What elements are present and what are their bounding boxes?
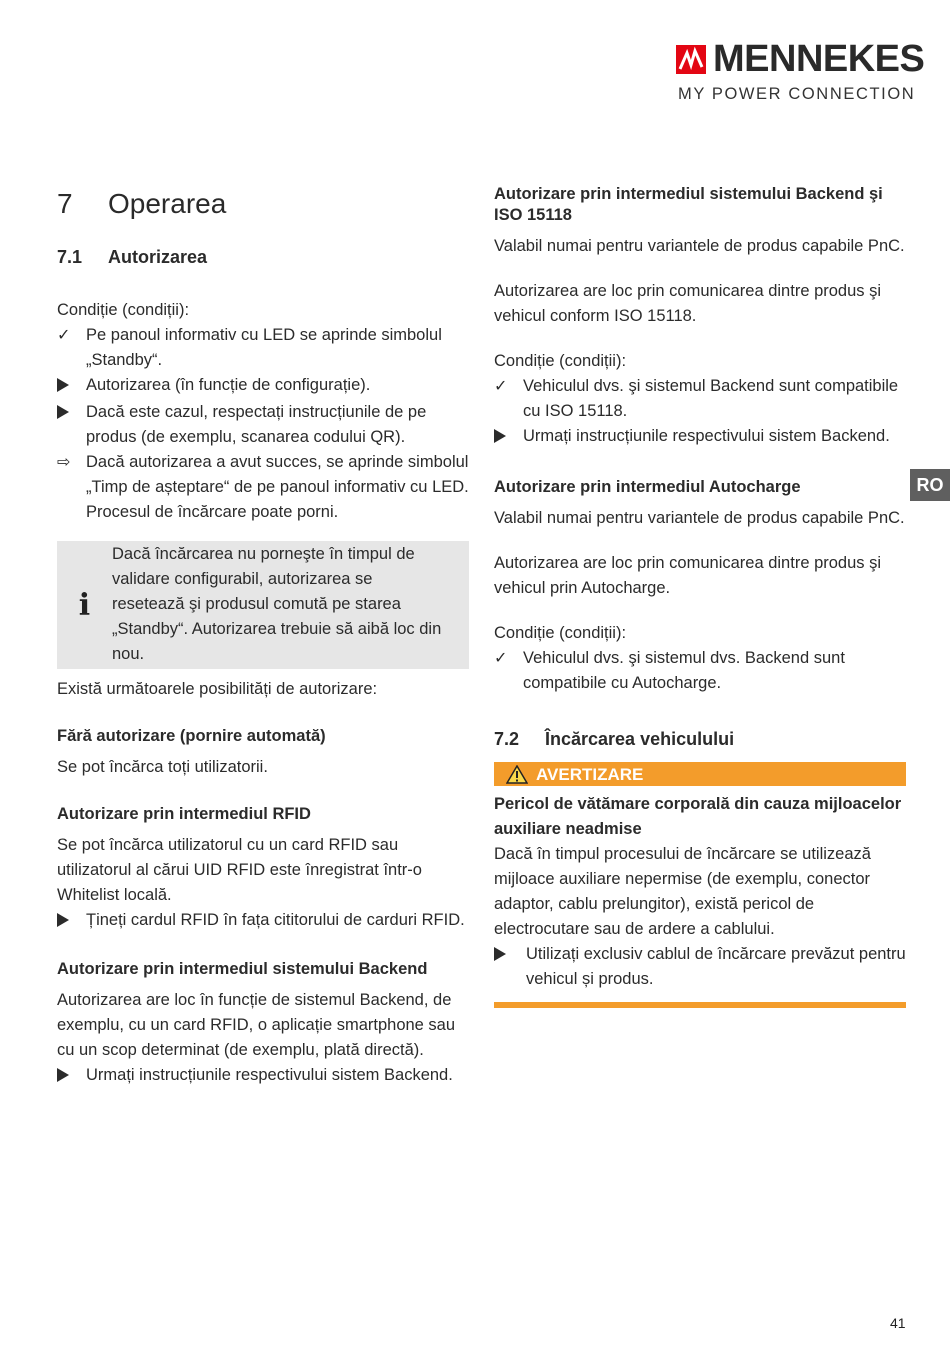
step-triangle-icon (57, 400, 86, 450)
step-triangle-icon (494, 942, 526, 992)
section-number: 7.2 (494, 729, 520, 749)
section-heading (57, 244, 469, 270)
autocharge-valid-text: Valabil numai pentru variantele de produs capabile PnC. (494, 509, 905, 527)
warning-triangle-icon (506, 765, 528, 784)
list-item (57, 373, 469, 400)
info-icon: i (78, 587, 91, 623)
right-column (494, 184, 906, 1008)
list-item (494, 424, 906, 451)
step-triangle-icon (57, 908, 86, 935)
page-number: 41 (890, 1315, 906, 1331)
autocharge-heading: Autorizare prin intermediul Autocharge (494, 478, 801, 496)
section-name: Autorizarea (108, 247, 208, 267)
iso-heading: Autorizare prin intermediul sistemului Backend şi ISO 15118 (494, 185, 883, 224)
list-item-text: Autorizarea (în funcție de configurație). (86, 376, 371, 394)
info-note-text: Dacă încărcarea nu porneşte în timpul de validare configurabil, autorizarea se resetează şi produsul comută pe starea „Standby“. Autorizarea trebuie să aibă loc din nou. (112, 545, 442, 663)
list-item (57, 908, 469, 935)
list-item-text: Urmați instrucțiunile respectivului sistem Backend. (86, 1066, 453, 1084)
left-column (57, 184, 469, 1090)
iso-valid-text: Valabil numai pentru variantele de produs capabile PnC. (494, 237, 905, 255)
result-arrow-icon: ⇨ (57, 454, 71, 471)
warning-heading: Pericol de vătămare corporală din cauza mijloacelor auxiliare neadmise (494, 795, 902, 838)
check-icon: ✓ (494, 378, 508, 395)
check-icon: ✓ (494, 650, 508, 667)
list-item-text: Țineți cardul RFID în fața cititorului de carduri RFID. (86, 911, 465, 929)
list-item (57, 400, 469, 450)
section-heading (494, 726, 906, 752)
warning-end-line (494, 1002, 906, 1008)
list-item-text: Pe panoul informativ cu LED se aprinde simbolul „Standby“. (86, 326, 442, 369)
chapter-number: 7 (57, 188, 73, 219)
list-item-text: Dacă este cazul, respectați instrucțiunile de pe produs (de exemplu, scanarea codului QR). (86, 403, 427, 446)
step-triangle-icon (57, 1063, 86, 1090)
options-intro: Există următoarele posibilități de autorizare: (57, 680, 378, 698)
list-item (494, 374, 906, 424)
section-number: 7.1 (57, 247, 83, 267)
rfid-text: Se pot încărca utilizatorul cu un card RFID sau utilizatorul al cărui UID RFID este înregistrat într-o Whitelist locală. (57, 836, 422, 904)
condition-label: Condiție (condiții): (57, 301, 190, 319)
list-item-text: Dacă autorizarea a avut succes, se aprinde simbolul „Timp de așteptare“ de pe panoul informativ cu LED. Procesul de încărcare poate porni. (86, 453, 469, 521)
warning-label: AVERTIZARE (536, 764, 644, 784)
condition-label: Condiție (condiții): (494, 352, 627, 370)
autocharge-text: Autorizarea are loc prin comunicarea dintre produs şi vehicul prin Autocharge. (494, 554, 882, 597)
step-triangle-icon (57, 373, 86, 400)
brand-tagline: MY POWER CONNECTION (678, 85, 916, 103)
condition-label: Condiție (condiții): (494, 624, 627, 642)
rfid-heading: Autorizare prin intermediul RFID (57, 805, 311, 823)
warning-text: Dacă în timpul procesului de încărcare se utilizează mijloace auxiliare nepermise (de exemplu, conector adaptor, cablu prelungitor), există pericol de electrocutare sau de ardere a cablului. (494, 845, 871, 938)
language-tab: RO (910, 469, 950, 501)
backend-text: Autorizarea are loc în funcție de sistemul Backend, de exemplu, cu un card RFID, o aplicație smartphone sau cu un scop determinat (de exemplu, plată directă). (57, 991, 456, 1059)
list-item-text: Vehiculul dvs. şi sistemul dvs. Backend sunt compatibile cu Autocharge. (523, 649, 845, 692)
section-name: Încărcarea vehiculului (545, 729, 735, 749)
chapter-title (57, 184, 469, 224)
list-item (494, 942, 906, 992)
chapter-name: Operarea (108, 188, 227, 219)
mennekes-logo-mark (676, 45, 706, 74)
check-icon: ✓ (57, 327, 71, 344)
backend-heading: Autorizare prin intermediul sistemului Backend (57, 960, 428, 978)
brand-name: MENNEKES (713, 38, 925, 80)
list-item (494, 646, 906, 696)
iso-text: Autorizarea are loc prin comunicarea dintre produs şi vehicul conform ISO 15118. (494, 282, 882, 325)
step-triangle-icon (494, 424, 523, 451)
list-item-text: Utilizați exclusiv cablul de încărcare prevăzut pentru vehicul și produs. (526, 945, 906, 988)
list-item (57, 323, 469, 373)
list-item-text: Urmați instrucțiunile respectivului sistem Backend. (523, 427, 890, 445)
info-note (57, 541, 469, 669)
list-item-text: Vehiculul dvs. şi sistemul Backend sunt compatibile cu ISO 15118. (523, 377, 899, 420)
auto-start-heading: Fără autorizare (pornire automată) (57, 727, 326, 745)
list-item (57, 450, 469, 525)
list-item (57, 1063, 469, 1090)
warning-banner (494, 762, 906, 786)
auto-start-text: Se pot încărca toți utilizatorii. (57, 758, 268, 776)
